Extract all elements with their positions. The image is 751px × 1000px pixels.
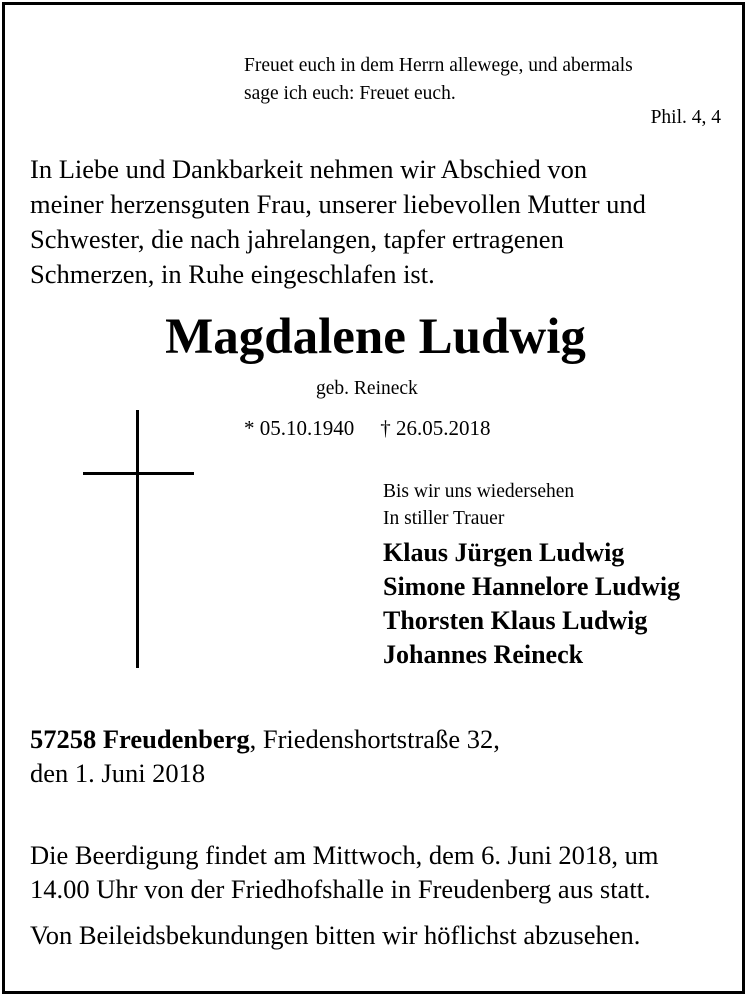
mourner-name: Thorsten Klaus Ludwig	[383, 606, 648, 635]
mourning-phrase	[383, 478, 574, 532]
maiden-name: geb. Reineck	[316, 378, 418, 399]
intro-line: Schwester, die nach jahrelangen, tapfer ertragenen	[30, 224, 564, 254]
intro-text	[30, 152, 646, 292]
mourning-line: Bis wir uns wiedersehen	[383, 481, 575, 502]
deceased-name: Magdalene Ludwig	[165, 309, 586, 365]
cross-icon-bar	[83, 472, 194, 475]
intro-line: meiner herzensguten Frau, unserer liebevollen Mutter und	[30, 189, 646, 219]
condolences-note: Von Beileidsbekundungen bitten wir höflichst abzusehen.	[30, 920, 641, 950]
address	[30, 722, 500, 756]
death-date: † 26.05.2018	[380, 416, 491, 440]
verse-reference: Phil. 4, 4	[650, 107, 721, 128]
mourning-line: In stiller Trauer	[383, 508, 505, 529]
birth-date: * 05.10.1940	[244, 416, 355, 440]
intro-line: Schmerzen, in Ruhe eingeschlafen ist.	[30, 259, 435, 289]
mourner-name: Johannes Reineck	[383, 640, 584, 669]
address-street: , Friedenshortstraße 32,	[249, 724, 500, 754]
funeral-line: 14.00 Uhr von der Friedhofshalle in Freudenberg aus statt.	[30, 874, 651, 904]
funeral-line: Die Beerdigung findet am Mittwoch, dem 6. Juni 2018, um	[30, 840, 659, 870]
verse-line: sage ich euch: Freuet euch.	[244, 83, 456, 104]
notice-date: den 1. Juni 2018	[30, 758, 206, 788]
life-dates	[244, 413, 491, 443]
bible-verse	[244, 52, 633, 108]
address-city: 57258 Freudenberg	[30, 724, 250, 754]
mourner-name: Simone Hannelore Ludwig	[383, 572, 681, 601]
mourner-name: Klaus Jürgen Ludwig	[383, 538, 625, 567]
funeral-info	[30, 838, 659, 906]
cross-icon	[136, 410, 139, 668]
verse-line: Freuet euch in dem Herrn allewege, und abermals	[244, 55, 633, 76]
intro-line: In Liebe und Dankbarkeit nehmen wir Abschied von	[30, 154, 588, 184]
